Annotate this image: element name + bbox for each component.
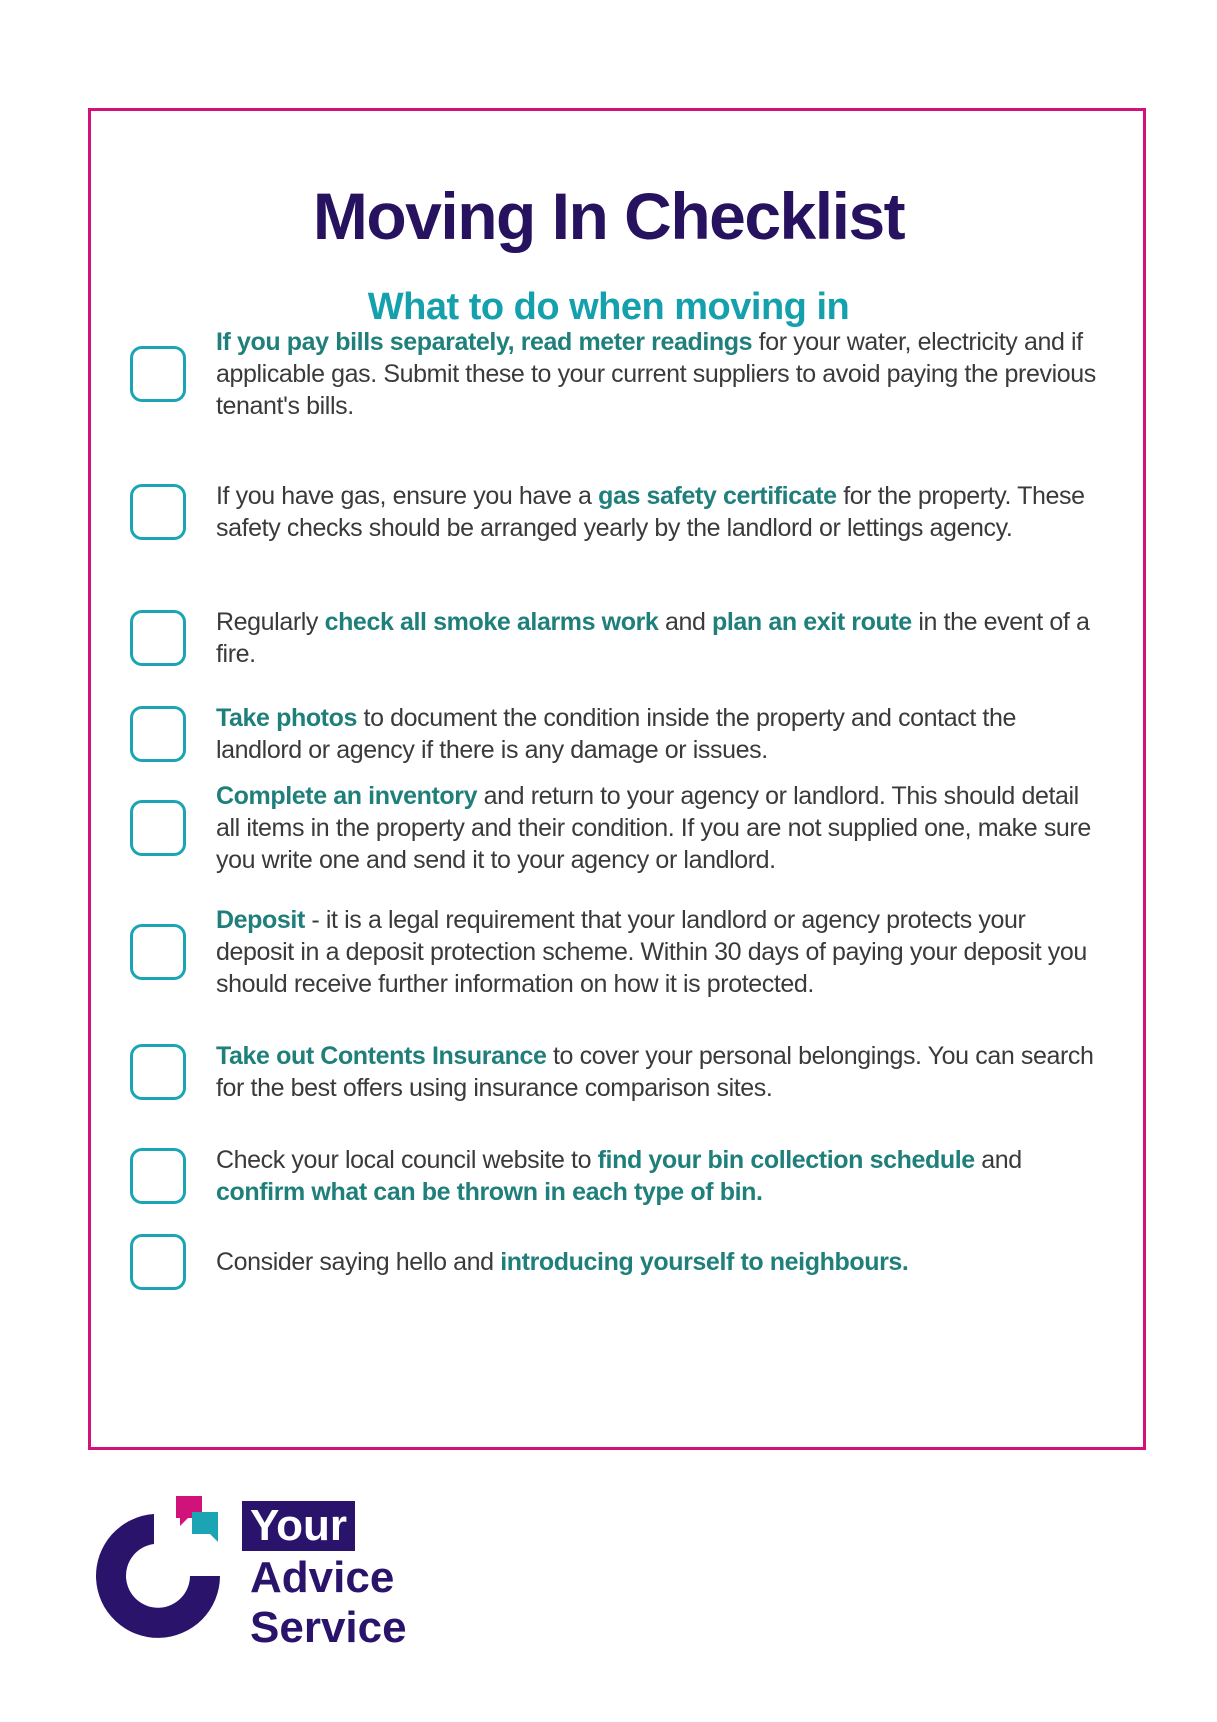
checklist-item xyxy=(130,1144,1100,1208)
your-advice-service-logo xyxy=(84,1496,444,1668)
highlight-text: Deposit xyxy=(216,906,305,934)
checklist-item xyxy=(130,326,1100,422)
page-subtitle: What to do when moving in xyxy=(367,286,850,328)
checklist-item-text xyxy=(216,1040,1096,1104)
checkbox[interactable] xyxy=(130,610,186,666)
checklist-item xyxy=(130,480,1100,544)
logo-word-your: Your xyxy=(242,1501,355,1551)
checklist-item xyxy=(130,702,1100,766)
body-text: in the event of a fire. xyxy=(216,608,1090,668)
body-text: to cover your personal belongings. You can search for the best offers using insurance comparison sites. xyxy=(216,1042,1094,1102)
checklist-item xyxy=(130,1234,1100,1290)
logo-mark-icon xyxy=(84,1496,234,1668)
body-text: - it is a legal requirement that your landlord or agency protects your deposit in a deposit protection scheme. Within 30 days of paying your deposit you should receive further information on how it is protected. xyxy=(216,906,1087,998)
highlight-text: Take out Contents Insurance xyxy=(216,1042,547,1070)
checkbox[interactable] xyxy=(130,346,186,402)
checklist-item-text xyxy=(216,1144,1096,1208)
checkbox[interactable] xyxy=(130,924,186,980)
body-text: Check your local council website to xyxy=(216,1146,598,1174)
body-text: If you have gas, ensure you have a xyxy=(216,482,599,510)
checklist-item-text xyxy=(216,606,1096,670)
body-text: for the property. These safety checks should be arranged yearly by the landlord or lettings agency. xyxy=(216,482,1085,542)
checkbox[interactable] xyxy=(130,1234,186,1290)
checklist-item-text xyxy=(216,780,1096,876)
highlight-text: confirm what can be thrown in each type of bin. xyxy=(216,1178,763,1206)
body-text: and xyxy=(658,608,713,636)
highlight-text: If you pay bills separately, read meter readings xyxy=(216,328,753,356)
logo-word-advice: Advice xyxy=(250,1553,395,1602)
checklist-item-text xyxy=(216,1246,1096,1278)
checkbox[interactable] xyxy=(130,1044,186,1100)
checkbox[interactable] xyxy=(130,800,186,856)
checklist-item-text xyxy=(216,904,1096,1000)
checklist-item xyxy=(130,904,1100,1000)
checklist-item xyxy=(130,606,1100,670)
body-text: and xyxy=(974,1146,1022,1174)
body-text: Consider saying hello and xyxy=(216,1248,501,1276)
checklist-item xyxy=(130,1040,1100,1104)
body-text: to document the condition inside the property and contact the landlord or agency if there is any damage or issues. xyxy=(216,704,1016,764)
page-title: Moving In Checklist xyxy=(312,179,905,253)
highlight-text: check all smoke alarms work xyxy=(324,608,659,636)
highlight-text: plan an exit route xyxy=(712,608,912,636)
highlight-text: find your bin collection schedule xyxy=(597,1146,975,1174)
highlight-text: Complete an inventory xyxy=(216,782,478,810)
highlight-text: introducing yourself to neighbours. xyxy=(500,1248,909,1276)
checklist-item xyxy=(130,780,1100,876)
checkbox[interactable] xyxy=(130,706,186,762)
checklist-item-text xyxy=(216,326,1096,422)
body-text: for your water, electricity and if applicable gas. Submit these to your current suppliers to avoid paying the previous tenant's bills. xyxy=(216,328,1096,420)
checklist-item-text xyxy=(216,702,1096,766)
body-text: Regularly xyxy=(216,608,325,636)
body-text: and return to your agency or landlord. This should detail all items in the property and their condition. If you are not supplied one, make sure you write one and send it to your agency or landlord. xyxy=(216,782,1091,874)
logo-word-service: Service xyxy=(250,1603,407,1652)
checklist-item-text xyxy=(216,480,1096,544)
checkbox[interactable] xyxy=(130,1148,186,1204)
highlight-text: gas safety certificate xyxy=(598,482,837,510)
checkbox[interactable] xyxy=(130,484,186,540)
highlight-text: Take photos xyxy=(216,704,357,732)
